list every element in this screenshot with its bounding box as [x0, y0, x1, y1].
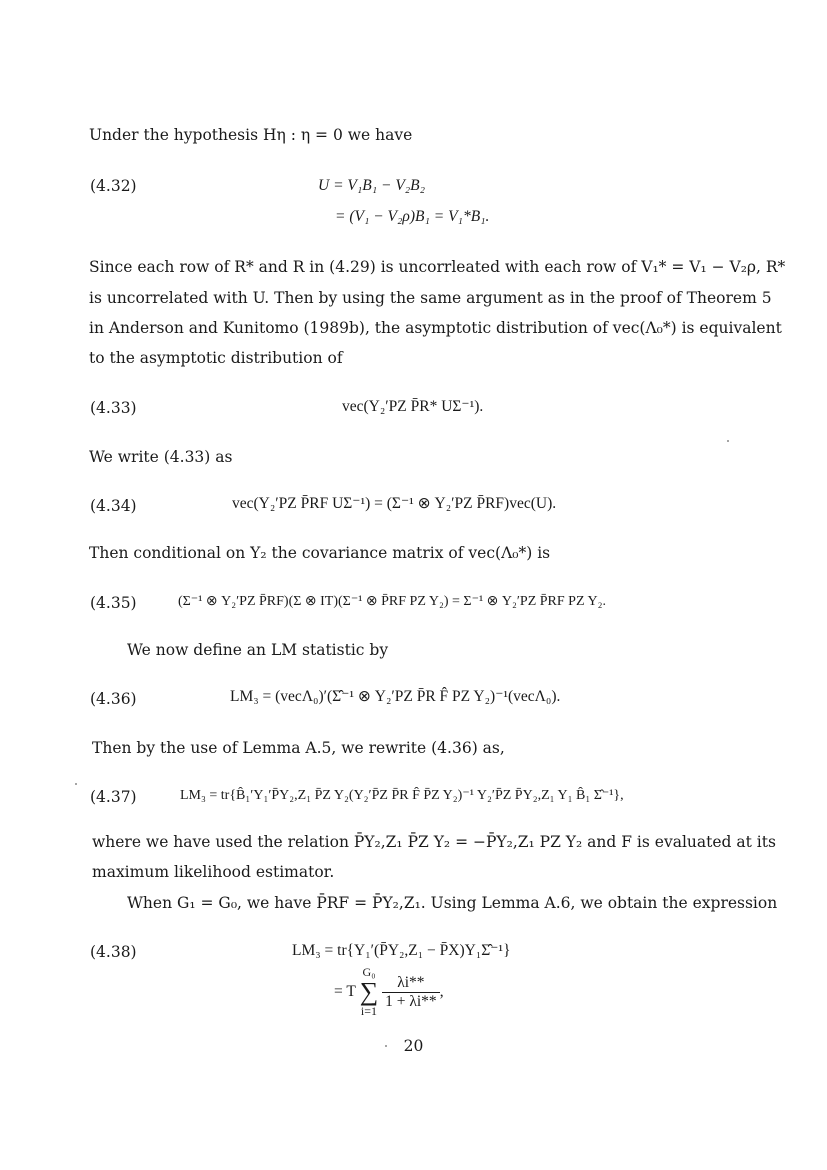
- fraction-denominator: 1 + λi**: [385, 992, 437, 1010]
- paragraph-line: is uncorrelated with U. Then by using the same argument as in the proof of Theorem 5: [89, 289, 772, 307]
- paragraph-line: We now define an LM statistic by: [127, 641, 389, 659]
- paragraph-line: in Anderson and Kunitomo (1989b), the asymptotic distribution of vec(Λ₀*) is equivalent: [89, 319, 782, 337]
- equation-4-38-line1: LM₃ = tr{Y₁′(P̄Y₂,Z₁ − P̄X)Y₁Σ̂⁻¹}: [292, 942, 511, 959]
- equation-number-4-32: (4.32): [90, 177, 137, 195]
- equation-4-34: vec(Y₂′PZ P̄RF UΣ⁻¹) = (Σ⁻¹ ⊗ Y₂′PZ P̄RF)vec(U).: [232, 495, 557, 512]
- equation-number-4-38: (4.38): [90, 943, 137, 961]
- equation-number-4-33: (4.33): [90, 399, 137, 417]
- scan-speck: [75, 783, 77, 785]
- paragraph-line: Then by the use of Lemma A.5, we rewrite (4.36) as,: [92, 739, 505, 757]
- equation-number-4-36: (4.36): [90, 690, 137, 708]
- paragraph-line: Since each row of R* and R in (4.29) is uncorrleated with each row of V₁* = V₁ − V₂ρ, R*: [89, 258, 786, 276]
- paragraph-line: We write (4.33) as: [89, 448, 233, 466]
- equation-4-37: LM₃ = tr{B̂₁′Y₁′P̄Y₂,Z₁ P̄Z Y₂(Y₂′P̄Z P̄R F̂ P̄Z Y₂)⁻¹ Y₂′P̄Z P̄Y₂,Z₁ Y₁ B̂₁ Σ̂⁻¹},: [180, 788, 624, 803]
- equation-4-38-prefix: = T: [334, 983, 356, 1000]
- equation-4-32-line2: = (V₁ − V₂ρ)B₁ = V₁*B₁.: [335, 208, 490, 225]
- equation-4-32-line1: U = V₁B₁ − V₂B₂: [318, 177, 426, 194]
- paragraph-hypothesis: Under the hypothesis Hη : η = 0 we have: [89, 126, 413, 144]
- sigma-symbol: ∑: [359, 977, 379, 1006]
- equation-4-36: LM₃ = (vecΛ₀)′(Σ̂⁻¹ ⊗ Y₂′PZ P̄R F̂ PZ Y₂)⁻¹(vecΛ₀).: [230, 688, 561, 705]
- equation-4-35: (Σ⁻¹ ⊗ Y₂′PZ P̄RF)(Σ ⊗ IT)(Σ⁻¹ ⊗ P̄RF PZ Y₂) = Σ⁻¹ ⊗ Y₂′PZ P̄RF PZ Y₂.: [178, 594, 606, 609]
- sum-upper-limit: G₀: [362, 965, 376, 979]
- page-number: 20: [403, 1037, 424, 1055]
- fraction-numerator: λi**: [382, 974, 440, 993]
- scan-speck: [385, 1045, 387, 1047]
- equation-4-38-suffix: ,: [439, 983, 444, 1000]
- summation: [360, 966, 379, 1018]
- paragraph-line: to the asymptotic distribution of: [89, 349, 343, 367]
- equation-4-33: vec(Y₂′PZ P̄R* UΣ⁻¹).: [342, 398, 484, 415]
- fraction: [382, 974, 440, 1011]
- equation-number-4-37: (4.37): [90, 788, 137, 806]
- scan-speck: [727, 440, 729, 442]
- paragraph-line: When G₁ = G₀, we have P̄RF = P̄Y₂,Z₁. Using Lemma A.6, we obtain the expression: [127, 894, 778, 912]
- equation-number-4-35: (4.35): [90, 594, 137, 612]
- paragraph-line: Then conditional on Y₂ the covariance matrix of vec(Λ₀*) is: [89, 544, 551, 562]
- paragraph-line: maximum likelihood estimator.: [92, 863, 335, 881]
- paragraph-line: where we have used the relation P̄Y₂,Z₁ P̄Z Y₂ = −P̄Y₂,Z₁ PZ Y₂ and F is evaluated at its: [92, 833, 776, 851]
- equation-4-38-line2: [334, 966, 444, 1018]
- sum-lower-limit: i=1: [360, 1004, 378, 1018]
- equation-number-4-34: (4.34): [90, 497, 137, 515]
